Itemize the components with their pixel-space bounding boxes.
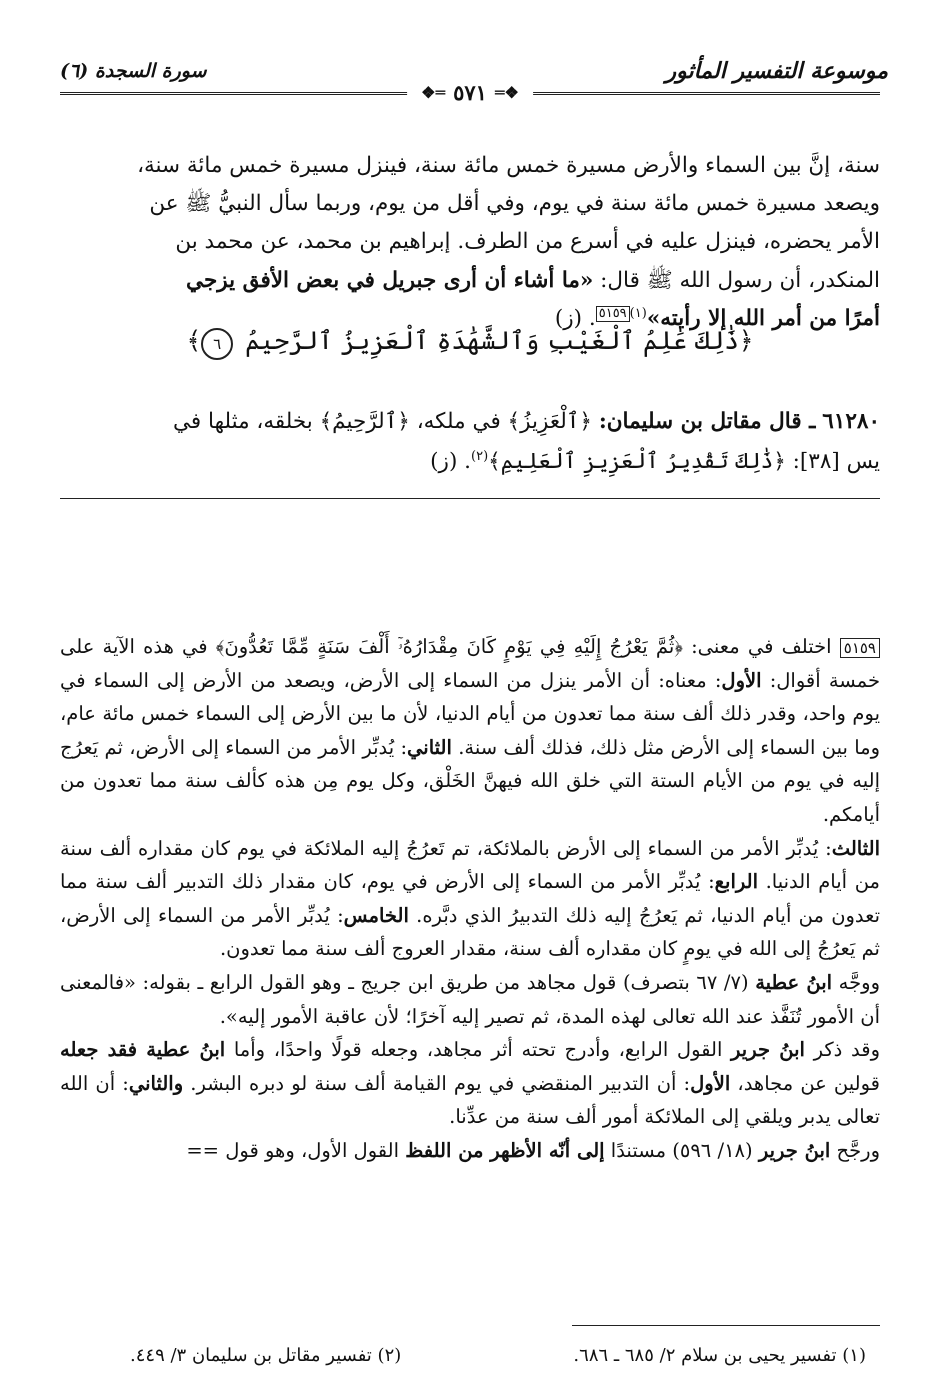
footnotes: [60, 1342, 880, 1370]
main-line: ويصعد مسيرة خمس مائة سنة في يوم، وفي أقل من يوم، وربما سأل النبيُّ ﷺ عن: [149, 191, 880, 217]
entry-line: [60, 442, 880, 482]
main-text: [60, 147, 880, 338]
text-run: . (ز): [430, 449, 471, 474]
opinion-label: الثالث: [831, 836, 880, 860]
ornament-icon: ═❖: [421, 83, 446, 102]
text-run: : يُدبِّر الأمر من السماء إلى الأرض بالملائكة، تم تَعرُجُ إليه الملائكة في يوم كان مقداره ألف سنة من أيام الدنيا.: [60, 836, 880, 894]
footnote: (٢) تفسير مقاتل بن سليمان ٣/ ٤٤٩.: [130, 1345, 402, 1366]
book-title: موسوعة التفسير المأثور: [665, 58, 888, 84]
verse-text: ﴿ذَٰلِكَ عَٰلِمُ ٱلْغَيْبِ وَٱلشَّهَٰدَةِ ٱلْعَزِيزُ ٱلرَّحِيمُ: [245, 326, 754, 355]
opinion-label: الثاني: [407, 735, 452, 759]
text-run: وقد ذكر: [804, 1038, 880, 1062]
opinion-label: والثاني: [128, 1071, 184, 1095]
opinion-label: الأول: [721, 668, 762, 692]
text-run: (١٨/ ٥٩٦) مستندًا: [604, 1138, 759, 1162]
verse-close: ﴾: [186, 326, 202, 355]
page-number: ٥٧١: [453, 80, 487, 105]
ornament-icon: ❖═: [494, 83, 519, 102]
section-divider: [60, 498, 880, 499]
text-run: : أن التدبير المنقضي في يوم القيامة ألف سنة لو دبره البشر.: [183, 1071, 691, 1095]
hadith-text: «ما أشاء أن أرى جبريل في بعض الأفق يزجي: [186, 267, 594, 293]
note-paragraph: [60, 1033, 880, 1134]
opinion-label: الخامس: [343, 903, 409, 927]
scholar-name: ابنُ جرير: [758, 1138, 831, 1162]
text-run: ووجَّه: [832, 970, 881, 994]
scholar-name: ابنُ عطية: [755, 970, 833, 994]
text-run: قولين عن مجاهد،: [730, 1071, 880, 1095]
main-line: سنة، إنَّ بين السماء والأرض مسيرة خمس مائة سنة، فينزل مسيرة خمس مائة سنة،: [137, 153, 880, 178]
entry-number: ٦١٢٨٠: [822, 409, 880, 434]
narration-entry: [60, 402, 880, 482]
footnote: (١) تفسير يحيى بن سلام ٢/ ٦٨٥ ـ ٦٨٦.: [573, 1345, 866, 1366]
text-run: : يُدبِّر الأمر من السماء إلى الأرض، ثم يَعرُجُ إلى الله في يومٍ كان مقداره ألف سنة، مقدار العروج ألف سنة مما تعدون.: [60, 903, 880, 961]
note-paragraph: [60, 630, 880, 832]
opinion-label: الأول: [690, 1071, 731, 1095]
quran-verse: [60, 321, 880, 361]
text-run: . (ز): [554, 305, 596, 331]
entry-attribution: ـ قال مقاتل بن سليمان:: [598, 409, 816, 434]
verse-number: ٦: [201, 328, 233, 360]
text-run: (٧/ ٦٧ بتصرف) قول مجاهد من طريق ابن جريج ـ وهو القول الرابع ـ بقوله: «فالمعنى أن الأمور تُنَفَّذ عند الله تعالى لهذه المدة، ثم تصير إليه آخرًا؛ لأن عاقبة الأمور إليه».: [60, 970, 880, 1028]
text-run: ﴿ٱلْعَزِيزُ﴾ في ملكه، ﴿ٱلرَّحِيمُ﴾ بخلقه، مثلها في: [172, 409, 599, 434]
hadith-text: أمرًا من أمر الله إلا رأيته»: [646, 305, 880, 331]
text-run: : معناه: أن الأمر ينزل من السماء إلى الأرض، ويصعد من الأرض إلى السماء في يوم واحد، وقدر ذلك ألف سنة مما تعدون من أيام الدنيا، لأن ما بين الأرض إلى السماء خمس مائة عام، وما بين السماء إلى الأرض مثل ذلك، فذلك ألف سنة.: [60, 668, 881, 759]
page-number-block: [407, 80, 533, 105]
text-run: : أن الله تعالى يدبر ويلقي إلى الملائكة أمور ألف سنة من عدِّنا.: [60, 1071, 880, 1129]
main-line: الأمر يحضره، فينزل عليه في أسرع من الطرف. إبراهيم بن محمد، عن محمد بن: [175, 229, 880, 255]
text-run: يس [٣٨]: ﴿ذَٰلِكَ تَقْدِيرُ ٱلْعَزِيزِ ٱلْعَلِيمِ﴾: [488, 449, 880, 474]
entry-line: [60, 402, 880, 442]
text-run: : يُدبِّر الأمر من السماء إلى الأرض، ثم يَعرُج إليه في يوم من الأيام الستة التي خلق الله فيهنَّ الخَلْق، وكل يوم مِن هذه كألف سنة مما تعدون من أيامكم.: [60, 735, 880, 826]
page: [60, 52, 888, 1366]
text-run: القول الأول، وهو قول ==: [186, 1138, 406, 1162]
text-run: القول الرابع، وأدرج تحته أثر مجاهد، وجعله قولًا واحدًا، وأما: [225, 1038, 732, 1062]
text-run: : يُدبِّر الأمر من السماء إلى الأرض في يوم، كان مقدار ذلك التدبير ألف سنة مما تعدون من أيام الدنيا، ثم يَعرُجُ إليه ذلك التدبيرُ الذي دبَّره.: [60, 870, 881, 927]
footnote-marker: (٢): [471, 448, 489, 464]
text-run: ورجَّح: [830, 1138, 880, 1162]
note-paragraph: [60, 1134, 880, 1168]
page-header: [60, 52, 888, 120]
note-reference: ٥١٥٩: [596, 306, 630, 322]
footnote-divider: [572, 1325, 880, 1326]
text-run: اختلف في معنى: ﴿ثُمَّ يَعْرُجُ إِلَيْهِ فِي يَوْمٍ كَانَ مِقْدَارُهُۥٓ أَلْفَ سَنَةٍ مِّمَّا تَعُدُّونَ﴾ في هذه الآية على خمسة أقوال:: [60, 635, 880, 692]
commentary-notes: [60, 630, 880, 1168]
scholar-name: ابنُ عطية فقد جعله: [60, 1038, 226, 1062]
main-line: [60, 262, 880, 300]
note-paragraph: [60, 832, 880, 966]
footnote-marker: (١): [629, 305, 647, 321]
note-number: ٥١٥٩: [840, 638, 880, 658]
text-run: المنكدر، أن رسول الله ﷺ قال:: [593, 267, 880, 293]
surah-title: سورة السجدة (٦): [60, 60, 207, 82]
note-paragraph: [60, 966, 880, 1033]
opinion-label: الرابع: [714, 870, 758, 894]
emphasis-text: إلى أنّه الأظهر من اللفظ: [405, 1138, 605, 1162]
scholar-name: ابنُ جرير: [731, 1038, 805, 1062]
